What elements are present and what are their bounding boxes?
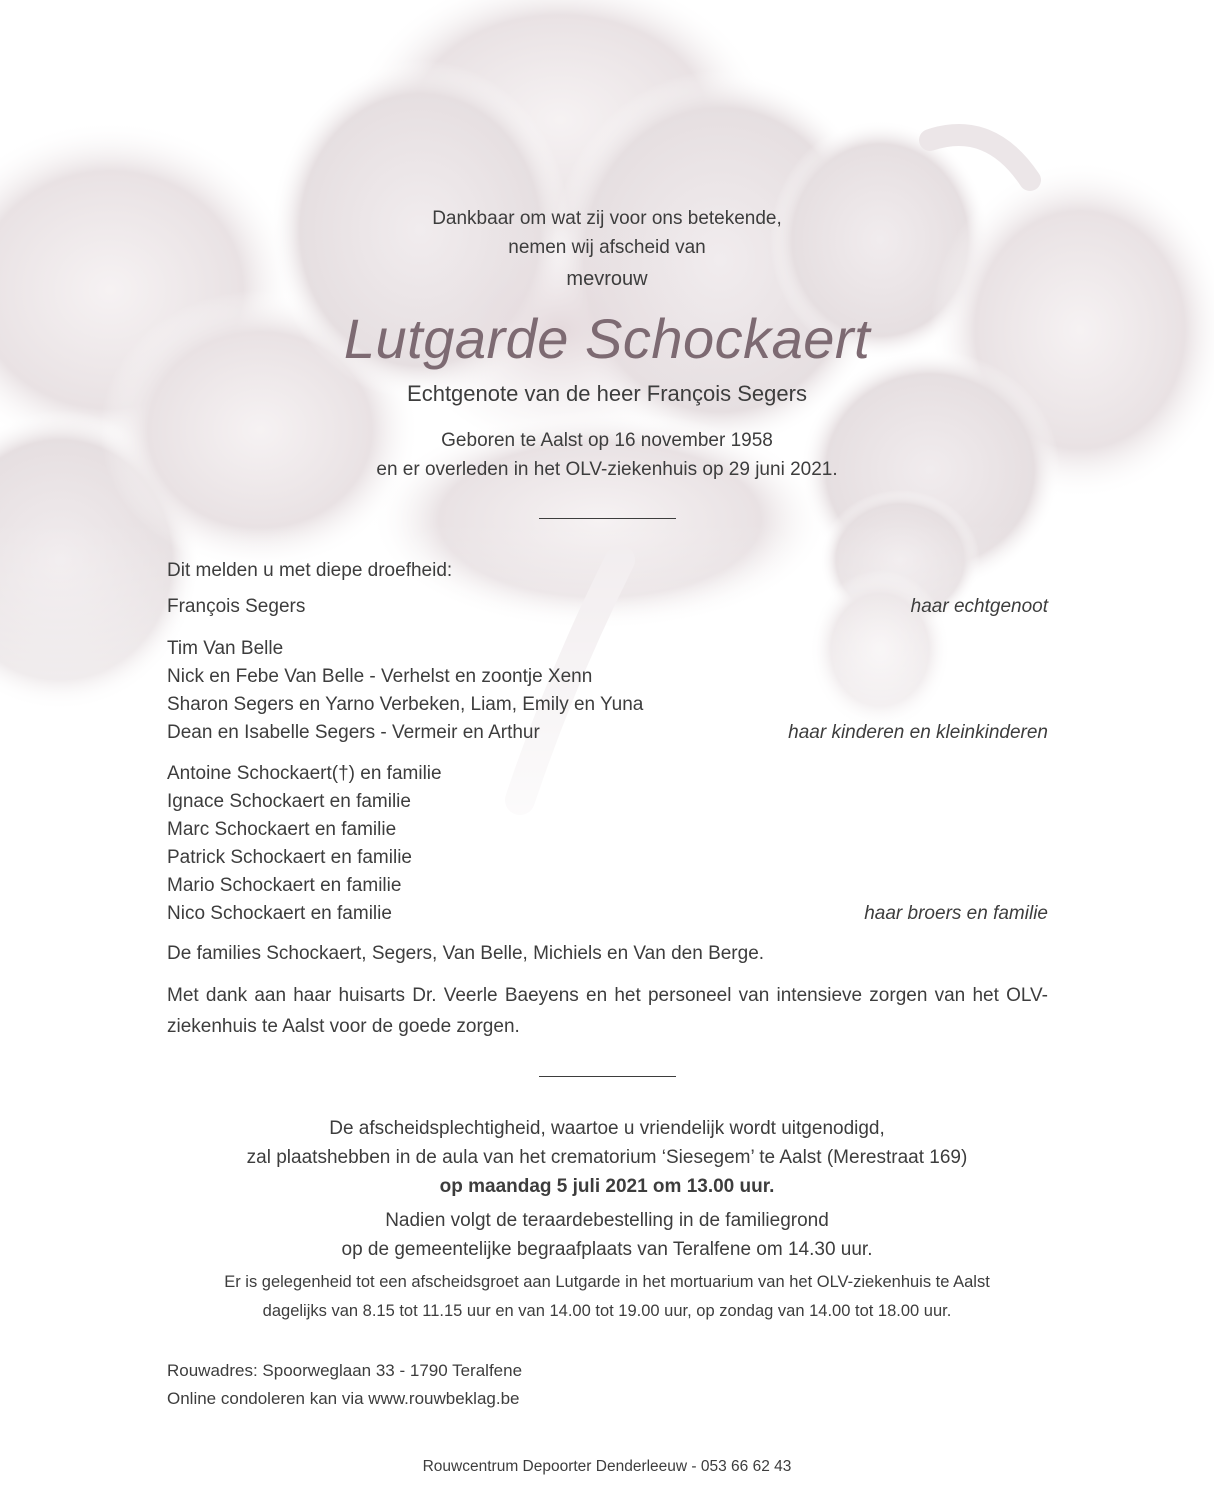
visitation-line-2: dagelijks van 8.15 tot 11.15 uur en van 14.00 tot 19.00 uur, op zondag van 14.00 tot 18.00 uur. xyxy=(262,1302,952,1320)
family-name: Nico Schockaert en familie xyxy=(167,903,392,924)
announcement: Dit melden u met diepe droefheid: xyxy=(167,560,453,581)
visitation-line-1: Er is gelegenheid tot een afscheidsgroet aan Lutgarde in het mortuarium van het OLV-ziekenhuis te Aalst xyxy=(224,1273,990,1291)
burial-line-2: op de gemeentelijke begraafplaats van Teralfene om 14.30 uur. xyxy=(341,1239,873,1260)
family-name: Nick en Febe Van Belle - Verhelst en zoontje Xenn xyxy=(167,666,593,687)
intro-line-2: nemen wij afscheid van xyxy=(508,237,706,258)
birth-line: Geboren te Aalst op 16 november 1958 xyxy=(441,430,773,451)
burial-info xyxy=(0,1206,1214,1264)
mourning-address: Rouwadres: Spoorweglaan 33 - 1790 Teralfene xyxy=(167,1361,523,1380)
deceased-name: Lutgarde Schockaert xyxy=(343,307,871,370)
ceremony-date: op maandag 5 juli 2021 om 13.00 uur. xyxy=(439,1176,775,1197)
family-group-spouse xyxy=(167,593,1048,621)
relation-label: haar echtgenoot xyxy=(910,596,1048,617)
families-line: De families Schockaert, Segers, Van Belle, Michiels en Van den Berge. xyxy=(167,943,765,964)
divider-top xyxy=(539,518,676,519)
intro-text xyxy=(0,204,1214,262)
family-name: Mario Schockaert en familie xyxy=(167,875,402,896)
family-group-brothers xyxy=(167,760,1048,928)
death-line: en er overleden in het OLV-ziekenhuis op 29 juni 2021. xyxy=(376,459,838,480)
intro-line-1: Dankbaar om wat zij voor ons betekende, xyxy=(432,208,782,229)
birth-death-details xyxy=(0,426,1214,484)
ceremony-line-1: De afscheidsplechtigheid, waartoe u vriendelijk wordt uitgenodigd, xyxy=(329,1118,885,1139)
family-name: Dean en Isabelle Segers - Vermeir en Arthur xyxy=(167,722,540,743)
family-name: Antoine Schockaert(†) en familie xyxy=(167,763,442,784)
family-group-children xyxy=(167,635,1048,747)
family-name: François Segers xyxy=(167,596,306,617)
online-condolence: Online condoleren kan via www.rouwbeklag.be xyxy=(167,1389,520,1408)
ceremony-line-2: zal plaatshebben in de aula van het crematorium ‘Siesegem’ te Aalst (Merestraat 169) xyxy=(246,1147,968,1168)
burial-line-1: Nadien volgt de teraardebestelling in de familiegrond xyxy=(385,1210,829,1231)
family-name: Tim Van Belle xyxy=(167,638,284,659)
visitation-info xyxy=(0,1268,1214,1326)
address-block xyxy=(167,1357,522,1413)
relation-label: haar kinderen en kleinkinderen xyxy=(788,722,1048,743)
family-name: Marc Schockaert en familie xyxy=(167,819,397,840)
funeral-home-footer: Rouwcentrum Depoorter Denderleeuw - 053 66 62 43 xyxy=(422,1458,792,1475)
family-name: Ignace Schockaert en familie xyxy=(167,791,411,812)
ceremony-info xyxy=(0,1114,1214,1201)
relation-label: haar broers en familie xyxy=(864,903,1048,924)
divider-bottom xyxy=(539,1076,676,1077)
family-name: Sharon Segers en Yarno Verbeken, Liam, Emily en Yuna xyxy=(167,694,644,715)
thanks-text: Met dank aan haar huisarts Dr. Veerle Baeyens en het personeel van intensieve zorgen van het OLV-ziekenhuis te Aalst voor de goede zorgen. xyxy=(167,985,1048,1037)
title-word: mevrouw xyxy=(566,268,648,290)
family-name: Patrick Schockaert en familie xyxy=(167,847,412,868)
spouse-line: Echtgenote van de heer François Segers xyxy=(407,381,807,406)
